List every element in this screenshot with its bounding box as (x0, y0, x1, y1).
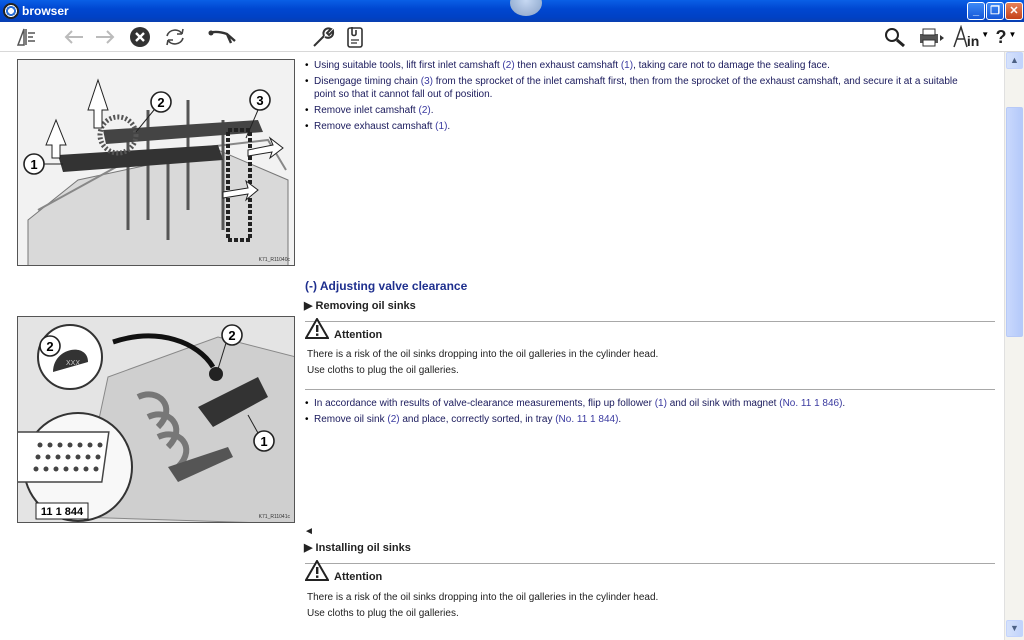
installing-oil-sinks-toggle[interactable] (304, 541, 411, 554)
bmw-logo-icon (3, 3, 19, 19)
tray-part-number: 11 1 844 (40, 506, 84, 518)
back-arrow-icon[interactable] (62, 25, 86, 49)
scroll-thumb[interactable] (1006, 107, 1023, 337)
forward-arrow-icon[interactable] (93, 25, 117, 49)
print-icon[interactable] (916, 25, 946, 49)
magnet-inset (38, 325, 102, 389)
svg-text:XXX: XXX (65, 360, 81, 367)
scroll-up-button[interactable]: ▲ (1006, 52, 1023, 69)
camshaft-illustration (18, 60, 295, 266)
bullet-item: • Remove inlet camshaft (2). (305, 105, 434, 116)
removing-oil-sinks-label: Removing oil sinks (315, 300, 416, 312)
warning-icon (305, 560, 329, 582)
section1-bullets (305, 59, 1000, 133)
section-heading[interactable]: (-) Adjusting valve clearance (305, 279, 468, 293)
callout-2-magnet (40, 336, 60, 356)
triangle-right-icon: ▶ (304, 542, 313, 554)
oil-sink-figure (17, 316, 295, 523)
window-title: browser (22, 4, 69, 18)
figure-code: K71_R11041c (258, 514, 290, 520)
tool-link[interactable]: (No. 11 1 844) (555, 414, 619, 425)
info-icon[interactable] (950, 25, 990, 49)
divider (305, 321, 995, 322)
layout-icon[interactable] (14, 25, 38, 49)
bullet-item: • In accordance with results of valve-clearance measurements, flip up follower (1) and oil sink with magnet (No. 11 1 846). (305, 398, 846, 409)
tool-link[interactable]: (No. 11 1 846) (779, 398, 843, 409)
bullet-item: • Remove exhaust camshaft (1). (305, 121, 451, 132)
help-icon[interactable] (992, 25, 1020, 49)
bullet-item: • Using suitable tools, lift first inlet camshaft (2) then exhaust camshaft (1), taking care not to damage the sealing face. (305, 60, 830, 71)
bullet-item-continuation: point so that it cannot fall out of position. (314, 89, 493, 100)
svg-text:2: 2 (157, 95, 165, 110)
document-clip-icon[interactable] (342, 25, 368, 49)
stop-icon[interactable] (128, 25, 152, 49)
search-icon[interactable] (880, 25, 910, 49)
installing-oil-sinks-label: Installing oil sinks (315, 542, 411, 554)
svg-text:3: 3 (256, 93, 264, 108)
warning-icon (305, 318, 329, 340)
title-bar (0, 0, 1024, 22)
tool-icon[interactable] (206, 25, 238, 49)
warning-text: There is a risk of the oil sinks dropping into the oil galleries in the cylinder head. Use cloths to plug the oil galleries. (307, 349, 659, 376)
close-button[interactable]: ✕ (1005, 2, 1023, 20)
warning-text: There is a risk of the oil sinks dropping into the oil galleries in the cylinder head. Use cloths to plug the oil galleries. (307, 592, 659, 619)
divider (305, 563, 995, 564)
removing-oil-sinks-toggle[interactable] (304, 299, 416, 312)
vertical-scrollbar[interactable] (1004, 52, 1024, 640)
attention-label: Attention (334, 571, 383, 583)
decorative-bubble (510, 0, 542, 16)
bullet-item: • Remove oil sink (2) and place, correctly sorted, in tray (No. 11 1 844). (305, 414, 622, 425)
svg-text:2: 2 (228, 328, 236, 343)
section2-bullets (305, 397, 1000, 426)
wrench-icon[interactable] (310, 25, 336, 49)
scroll-down-button[interactable]: ▼ (1006, 620, 1023, 637)
attention-label: Attention (334, 329, 383, 341)
minimize-button[interactable]: _ (967, 2, 985, 20)
maximize-button[interactable]: ❐ (986, 2, 1004, 20)
refresh-icon[interactable] (162, 25, 188, 49)
document-content (0, 52, 1004, 640)
camshaft-figure (17, 59, 295, 266)
svg-text:2: 2 (46, 339, 54, 354)
info-label: in (966, 33, 980, 49)
figure-code: K71_R11040c (258, 257, 290, 263)
chevron-down-icon: ▼ (981, 29, 990, 39)
oil-sink-illustration (18, 317, 295, 523)
triangle-right-icon: ▶ (304, 300, 313, 312)
question-mark-icon: ? (995, 26, 1007, 47)
divider (305, 389, 995, 390)
svg-text:1: 1 (260, 434, 268, 449)
bullet-item: • Disengage timing chain (3) from the sprocket of the inlet camshaft first, then from the sprocket of the exhaust camshaft, and secure it at a suitable (305, 76, 958, 87)
svg-text:1: 1 (30, 157, 38, 172)
toolbar (0, 22, 1024, 52)
chevron-down-icon: ▼ (1008, 29, 1017, 39)
back-marker[interactable]: ◄ (304, 526, 314, 537)
